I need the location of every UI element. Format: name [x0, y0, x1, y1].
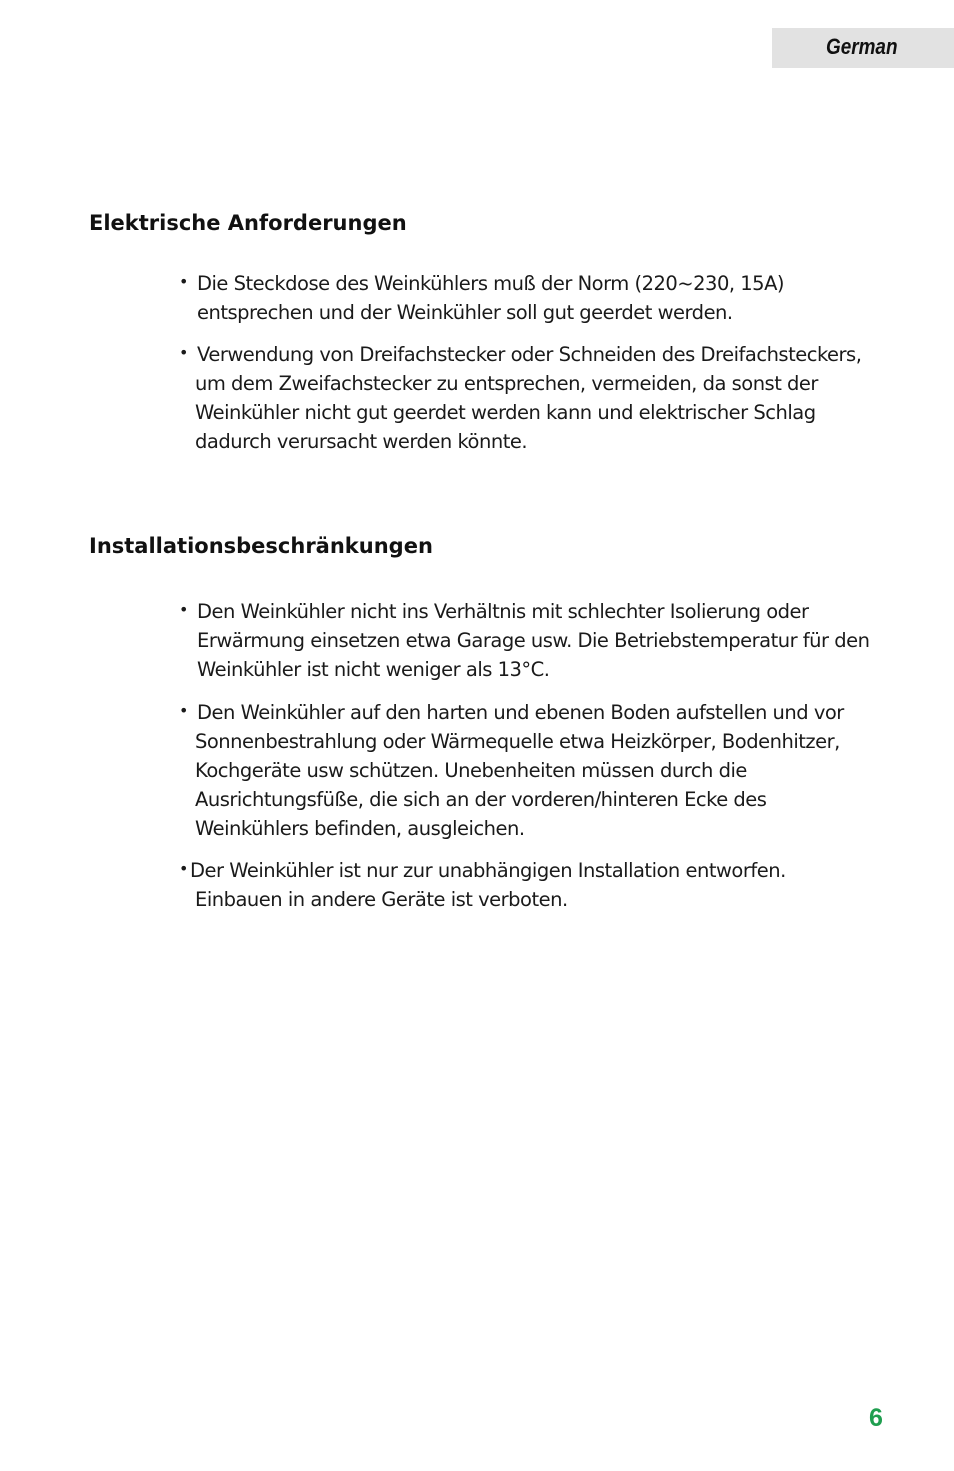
text-line: Den Weinkühler auf den harten und ebenen Boden aufstellen und vor [197, 701, 844, 724]
text-line: Ausrichtungsfüße, die sich an der vorderen/hinteren Ecke des [195, 788, 767, 811]
text-line: Den Weinkühler nicht ins Verhältnis mit schlechter Isolierung oder [197, 600, 809, 623]
text-line: Weinkühlers befinden, ausgleichen. [195, 817, 525, 840]
text-line: um dem Zweifachstecker zu entsprechen, vermeiden, da sonst der [195, 372, 818, 395]
language-tab [772, 28, 954, 68]
text-line: Einbauen in andere Geräte ist verboten. [195, 888, 568, 911]
text-line: dadurch verursacht werden könnte. [195, 430, 528, 453]
section-heading-electrical: Elektrische Anforderungen [89, 211, 407, 235]
text-line: Erwärmung einsetzen etwa Garage usw. Die Betriebstemperatur für den [197, 629, 870, 652]
text-line: Der Weinkühler ist nur zur unabhängigen Installation entworfen. [190, 859, 786, 882]
text-line: Sonnenbestrahlung oder Wärmequelle etwa Heizkörper, Bodenhitzer, [195, 730, 840, 753]
bullet-marker: • [179, 859, 189, 878]
text-line: Die Steckdose des Weinkühlers muß der Norm (220~230, 15A) [197, 272, 785, 295]
bullet-marker: • [179, 701, 189, 720]
bullet-marker: • [179, 600, 189, 619]
text-line: Verwendung von Dreifachstecker oder Schneiden des Dreifachsteckers, [197, 343, 862, 366]
text-line: Weinkühler ist nicht weniger als 13°C. [197, 658, 550, 681]
page-number: 6 [869, 1404, 883, 1432]
bullet-marker: • [179, 272, 189, 291]
text-line: Weinkühler nicht gut geerdet werden kann und elektrischer Schlag [195, 401, 816, 424]
section-heading-installation: Installationsbeschränkungen [89, 534, 433, 558]
language-label: German [826, 34, 898, 59]
text-line: entsprechen und der Weinkühler soll gut geerdet werden. [197, 301, 733, 324]
bullet-marker: • [179, 343, 189, 362]
text-line: Kochgeräte usw schützen. Unebenheiten müssen durch die [195, 759, 747, 782]
